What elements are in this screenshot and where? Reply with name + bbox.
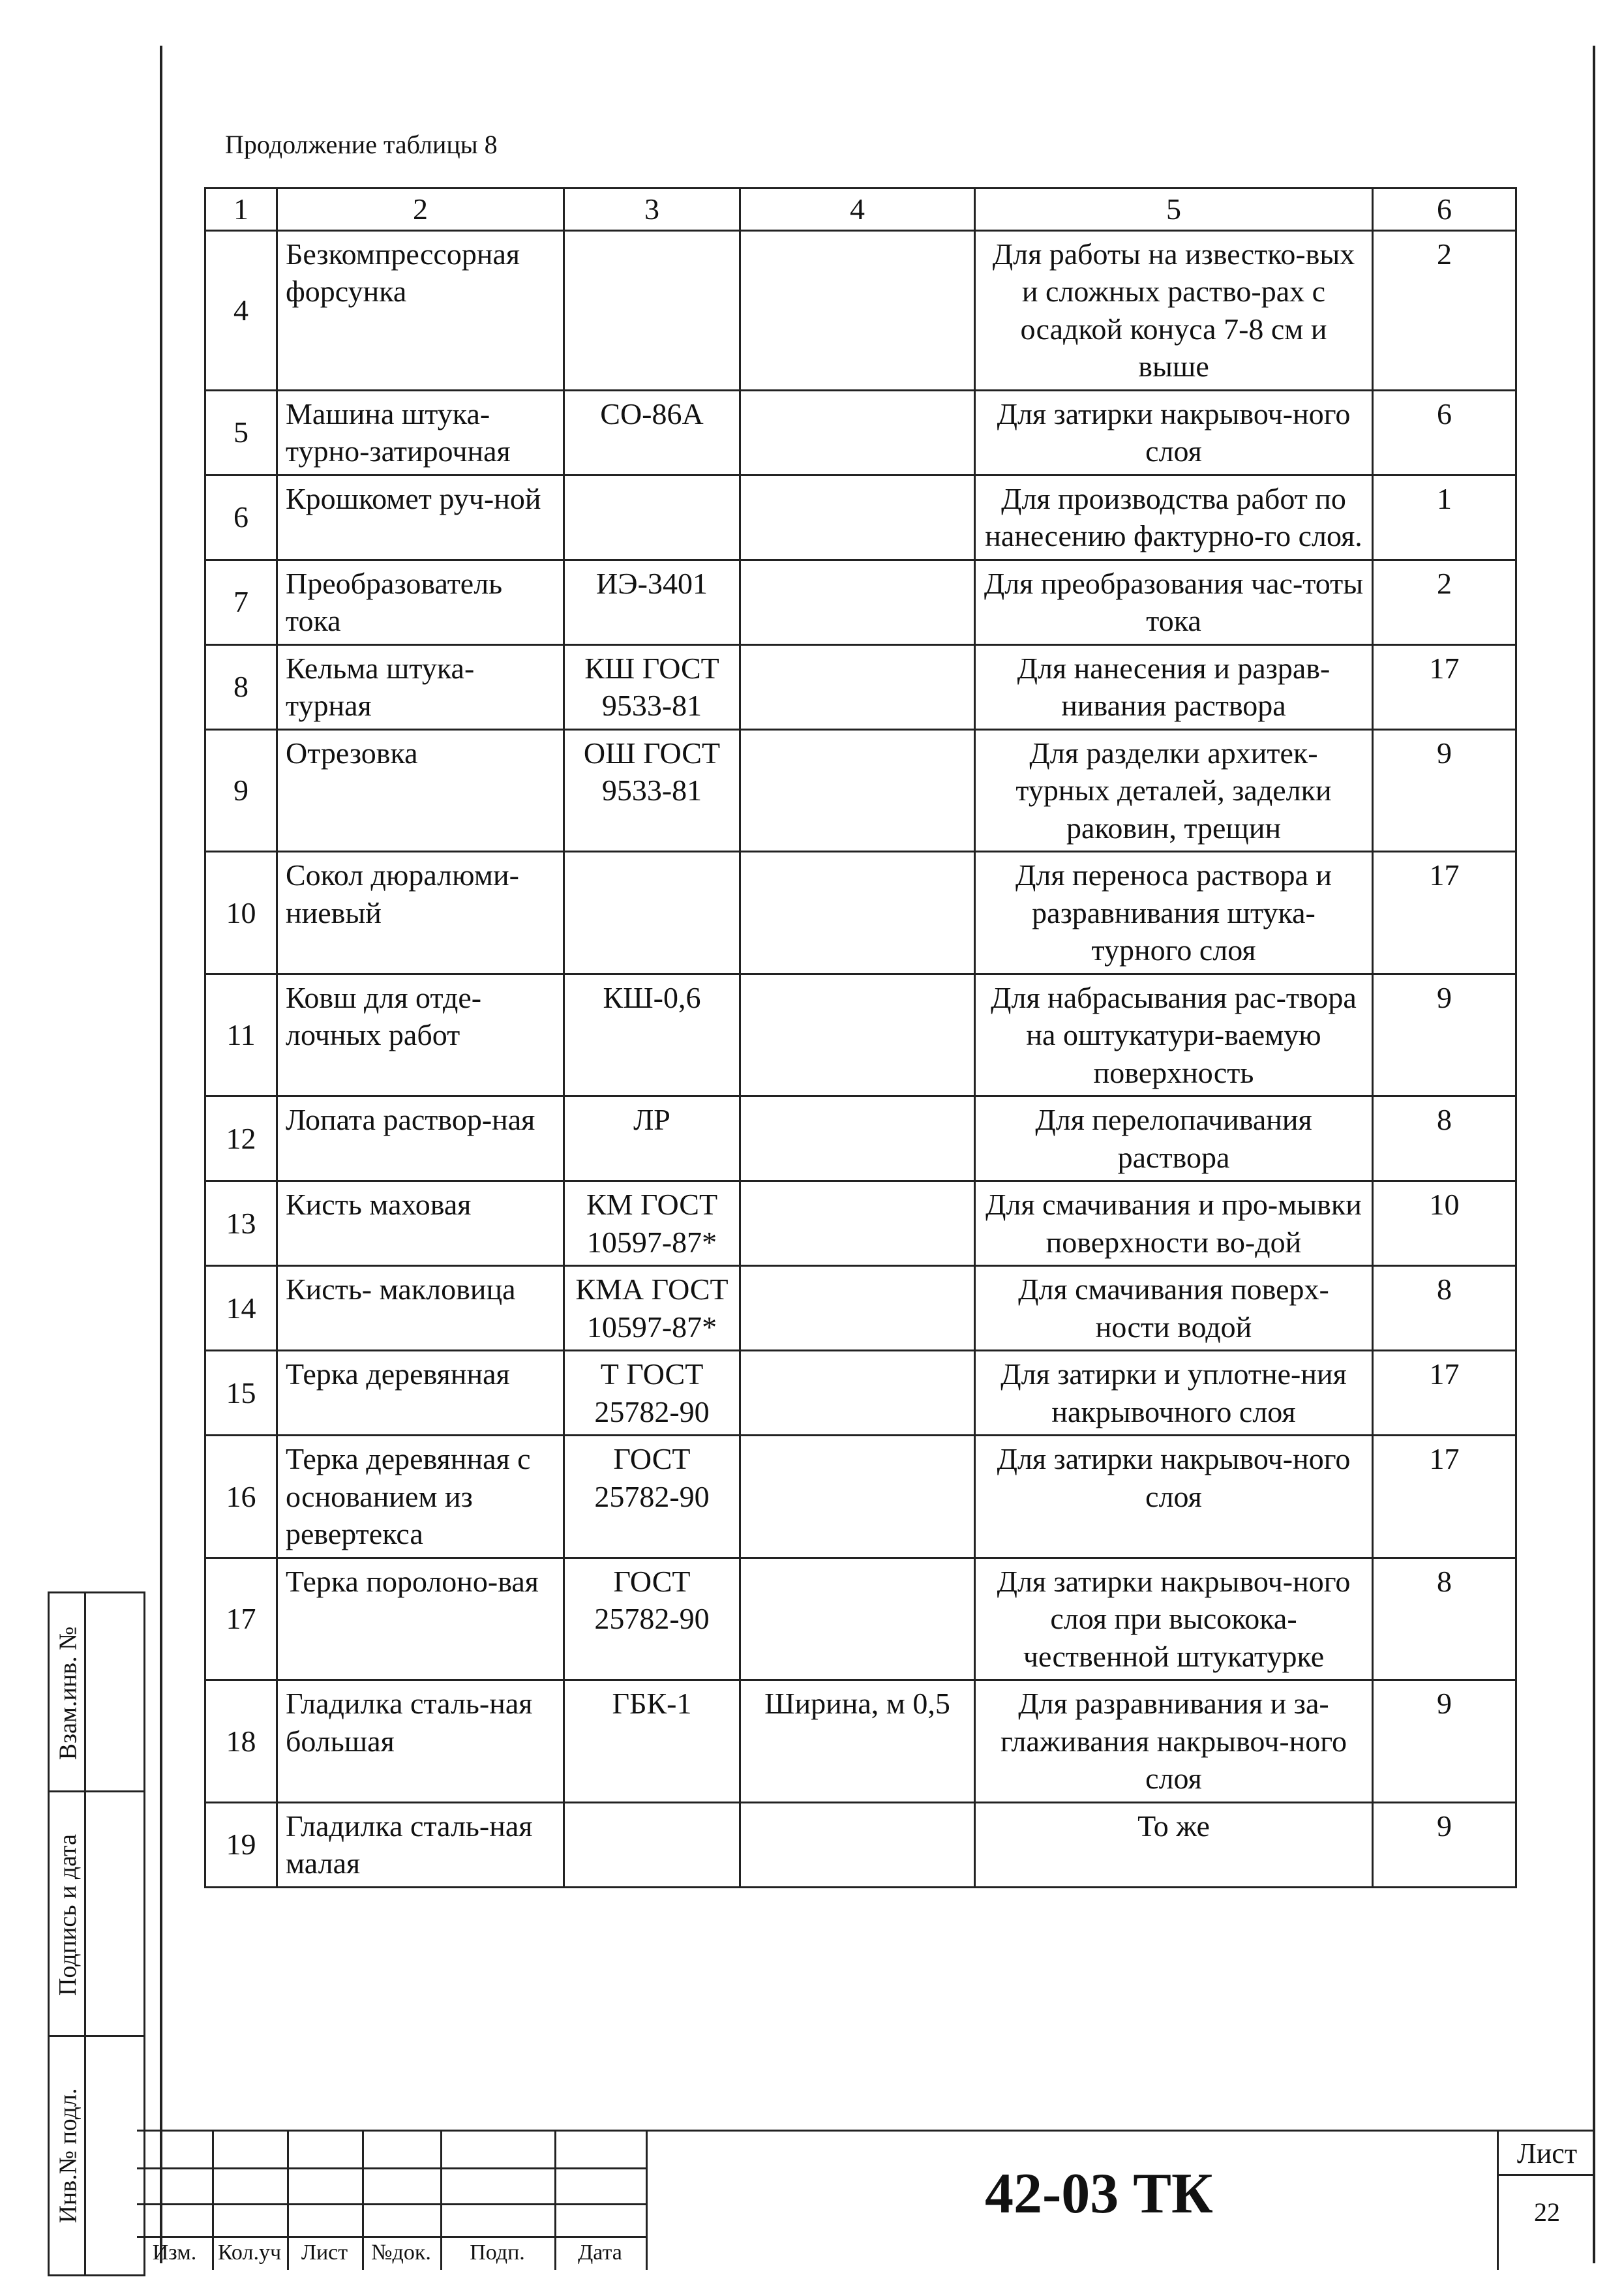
row-purpose: Для смачивания поверх-ности водой	[975, 1266, 1373, 1351]
title-col-change: Изм.	[152, 2240, 197, 2265]
row-quantity: 8	[1373, 1096, 1516, 1181]
row-spec	[740, 974, 975, 1096]
sheet-number: 22	[1534, 2197, 1560, 2227]
row-quantity: 17	[1373, 1351, 1516, 1436]
row-number: 7	[205, 560, 277, 644]
row-number: 5	[205, 390, 277, 475]
frame-left-border	[160, 46, 162, 2263]
row-quantity: 17	[1373, 644, 1516, 729]
row-model	[564, 475, 740, 560]
row-purpose: Для разравнивания и за-глаживания накрывоч-ного слоя	[975, 1680, 1373, 1803]
row-spec	[740, 852, 975, 974]
row-purpose: Для нанесения и разрав-нивания раствора	[975, 644, 1373, 729]
table-row	[205, 475, 1516, 560]
table-row	[205, 1351, 1516, 1436]
row-number: 17	[205, 1558, 277, 1680]
row-name: Гладилка сталь-ная большая	[277, 1680, 564, 1803]
row-quantity: 9	[1373, 1802, 1516, 1887]
row-model: ЛР	[564, 1096, 740, 1181]
table-row	[205, 1266, 1516, 1351]
title-col-sheet: Лист	[301, 2240, 348, 2265]
row-quantity: 9	[1373, 1680, 1516, 1803]
row-name: Лопата раствор-ная	[277, 1096, 564, 1181]
title-col-count: Кол.уч	[217, 2240, 282, 2265]
row-quantity: 6	[1373, 390, 1516, 475]
title-col-date: Дата	[578, 2240, 622, 2265]
row-spec	[740, 729, 975, 852]
row-name: Кельма штука-турная	[277, 644, 564, 729]
row-purpose: Для затирки накрывоч-ного слоя	[975, 390, 1373, 475]
sheet-box	[1497, 2132, 1595, 2270]
table-row	[205, 974, 1516, 1096]
row-purpose: Для разделки архитек-турных деталей, заделки раковин, трещин	[975, 729, 1373, 852]
row-quantity: 2	[1373, 560, 1516, 644]
header-col-3: 3	[564, 188, 740, 231]
sheet-label: Лист	[1499, 2137, 1595, 2176]
header-row	[205, 188, 1516, 231]
row-quantity: 17	[1373, 852, 1516, 974]
row-model: ГБК-1	[564, 1680, 740, 1803]
table-row	[205, 1802, 1516, 1887]
table-row	[205, 1680, 1516, 1803]
row-spec	[740, 1351, 975, 1436]
table-row	[205, 1436, 1516, 1558]
row-purpose: Для набрасывания рас-твора на оштукатури-ваемую поверхность	[975, 974, 1373, 1096]
row-name: Безкомпрессорная форсунка	[277, 230, 564, 390]
row-spec	[740, 1266, 975, 1351]
row-purpose: Для работы на известко-вых и сложных раство-рах с осадкой конуса 7-8 см и выше	[975, 230, 1373, 390]
row-spec	[740, 1096, 975, 1181]
row-number: 15	[205, 1351, 277, 1436]
table-caption: Продолжение таблицы 8	[225, 130, 498, 159]
row-model: КМА ГОСТ 10597-87*	[564, 1266, 740, 1351]
row-model: ОШ ГОСТ 9533-81	[564, 729, 740, 852]
row-purpose: Для переноса раствора и разравнивания штука-турного слоя	[975, 852, 1373, 974]
equipment-table	[204, 187, 1517, 1888]
table-row	[205, 644, 1516, 729]
row-purpose: Для затирки накрывоч-ного слоя	[975, 1436, 1373, 1558]
row-name: Сокол дюралюми-ниевый	[277, 852, 564, 974]
row-quantity: 2	[1373, 230, 1516, 390]
row-name: Машина штука-турно-затирочная	[277, 390, 564, 475]
row-name: Кисть маховая	[277, 1181, 564, 1266]
table-row	[205, 1096, 1516, 1181]
table-row	[205, 230, 1516, 390]
row-number: 19	[205, 1802, 277, 1887]
row-model: СО-86А	[564, 390, 740, 475]
side-label-swap: Взам.инв. №	[54, 1626, 82, 1760]
table-row	[205, 852, 1516, 974]
row-name: Терка поролоно-вая	[277, 1558, 564, 1680]
row-model	[564, 852, 740, 974]
row-name: Кисть- макловица	[277, 1266, 564, 1351]
row-name: Преобразователь тока	[277, 560, 564, 644]
row-number: 10	[205, 852, 277, 974]
row-purpose: Для затирки и уплотне-ния накрывочного слоя	[975, 1351, 1373, 1436]
side-label-sign: Подпись и дата	[54, 1833, 82, 1996]
row-quantity: 10	[1373, 1181, 1516, 1266]
row-number: 4	[205, 230, 277, 390]
row-name: Крошкомет руч-ной	[277, 475, 564, 560]
row-number: 8	[205, 644, 277, 729]
side-stamp	[48, 1591, 145, 2276]
frame-right-border	[1593, 46, 1595, 2263]
header-col-1: 1	[205, 188, 277, 231]
row-spec	[740, 560, 975, 644]
row-model: КМ ГОСТ 10597-87*	[564, 1181, 740, 1266]
row-spec: Ширина, м 0,5	[740, 1680, 975, 1803]
row-number: 6	[205, 475, 277, 560]
header-col-2: 2	[277, 188, 564, 231]
row-model: ГОСТ 25782-90	[564, 1436, 740, 1558]
title-block-labels	[137, 2239, 646, 2269]
row-model: КШ ГОСТ 9533-81	[564, 644, 740, 729]
table-row	[205, 390, 1516, 475]
row-spec	[740, 390, 975, 475]
row-quantity: 8	[1373, 1266, 1516, 1351]
row-model: ИЭ-3401	[564, 560, 740, 644]
row-model: ГОСТ 25782-90	[564, 1558, 740, 1680]
row-number: 13	[205, 1181, 277, 1266]
row-quantity: 1	[1373, 475, 1516, 560]
title-block-separator	[646, 2132, 648, 2270]
row-purpose: Для перелопачивания раствора	[975, 1096, 1373, 1181]
row-quantity: 9	[1373, 729, 1516, 852]
row-number: 16	[205, 1436, 277, 1558]
title-block	[137, 2130, 1595, 2272]
row-name: Терка деревянная	[277, 1351, 564, 1436]
row-model: Т ГОСТ 25782-90	[564, 1351, 740, 1436]
table-row	[205, 729, 1516, 852]
row-name: Терка деревянная с основанием из ревертекса	[277, 1436, 564, 1558]
title-col-docnum: №док.	[371, 2240, 431, 2265]
header-col-6: 6	[1373, 188, 1516, 231]
document-code: 42-03 ТК	[985, 2162, 1213, 2225]
table-row	[205, 1181, 1516, 1266]
header-col-4: 4	[740, 188, 975, 231]
row-number: 9	[205, 729, 277, 852]
row-purpose: Для преобразования час-тоты тока	[975, 560, 1373, 644]
row-purpose: Для затирки накрывоч-ного слоя при высокока-чественной штукатурке	[975, 1558, 1373, 1680]
row-spec	[740, 644, 975, 729]
row-model: КШ-0,6	[564, 974, 740, 1096]
row-spec	[740, 1558, 975, 1680]
row-name: Гладилка сталь-ная малая	[277, 1802, 564, 1887]
row-quantity: 8	[1373, 1558, 1516, 1680]
row-model	[564, 1802, 740, 1887]
row-purpose: Для смачивания и про-мывки поверхности во-дой	[975, 1181, 1373, 1266]
table-row	[205, 560, 1516, 644]
row-name: Ковш для отде-лочных работ	[277, 974, 564, 1096]
row-spec	[740, 1181, 975, 1266]
row-quantity: 9	[1373, 974, 1516, 1096]
row-number: 14	[205, 1266, 277, 1351]
side-label-inv: Инв.№ подл.	[54, 2088, 82, 2224]
title-col-signature: Подп.	[470, 2240, 525, 2265]
row-number: 12	[205, 1096, 277, 1181]
header-col-5: 5	[975, 188, 1373, 231]
row-spec	[740, 230, 975, 390]
row-number: 18	[205, 1680, 277, 1803]
row-spec	[740, 1802, 975, 1887]
row-name: Отрезовка	[277, 729, 564, 852]
row-spec	[740, 475, 975, 560]
row-purpose: То же	[975, 1802, 1373, 1887]
row-spec	[740, 1436, 975, 1558]
table-row	[205, 1558, 1516, 1680]
row-number: 11	[205, 974, 277, 1096]
row-quantity: 17	[1373, 1436, 1516, 1558]
row-purpose: Для производства работ по нанесению фактурно-го слоя.	[975, 475, 1373, 560]
row-model	[564, 230, 740, 390]
